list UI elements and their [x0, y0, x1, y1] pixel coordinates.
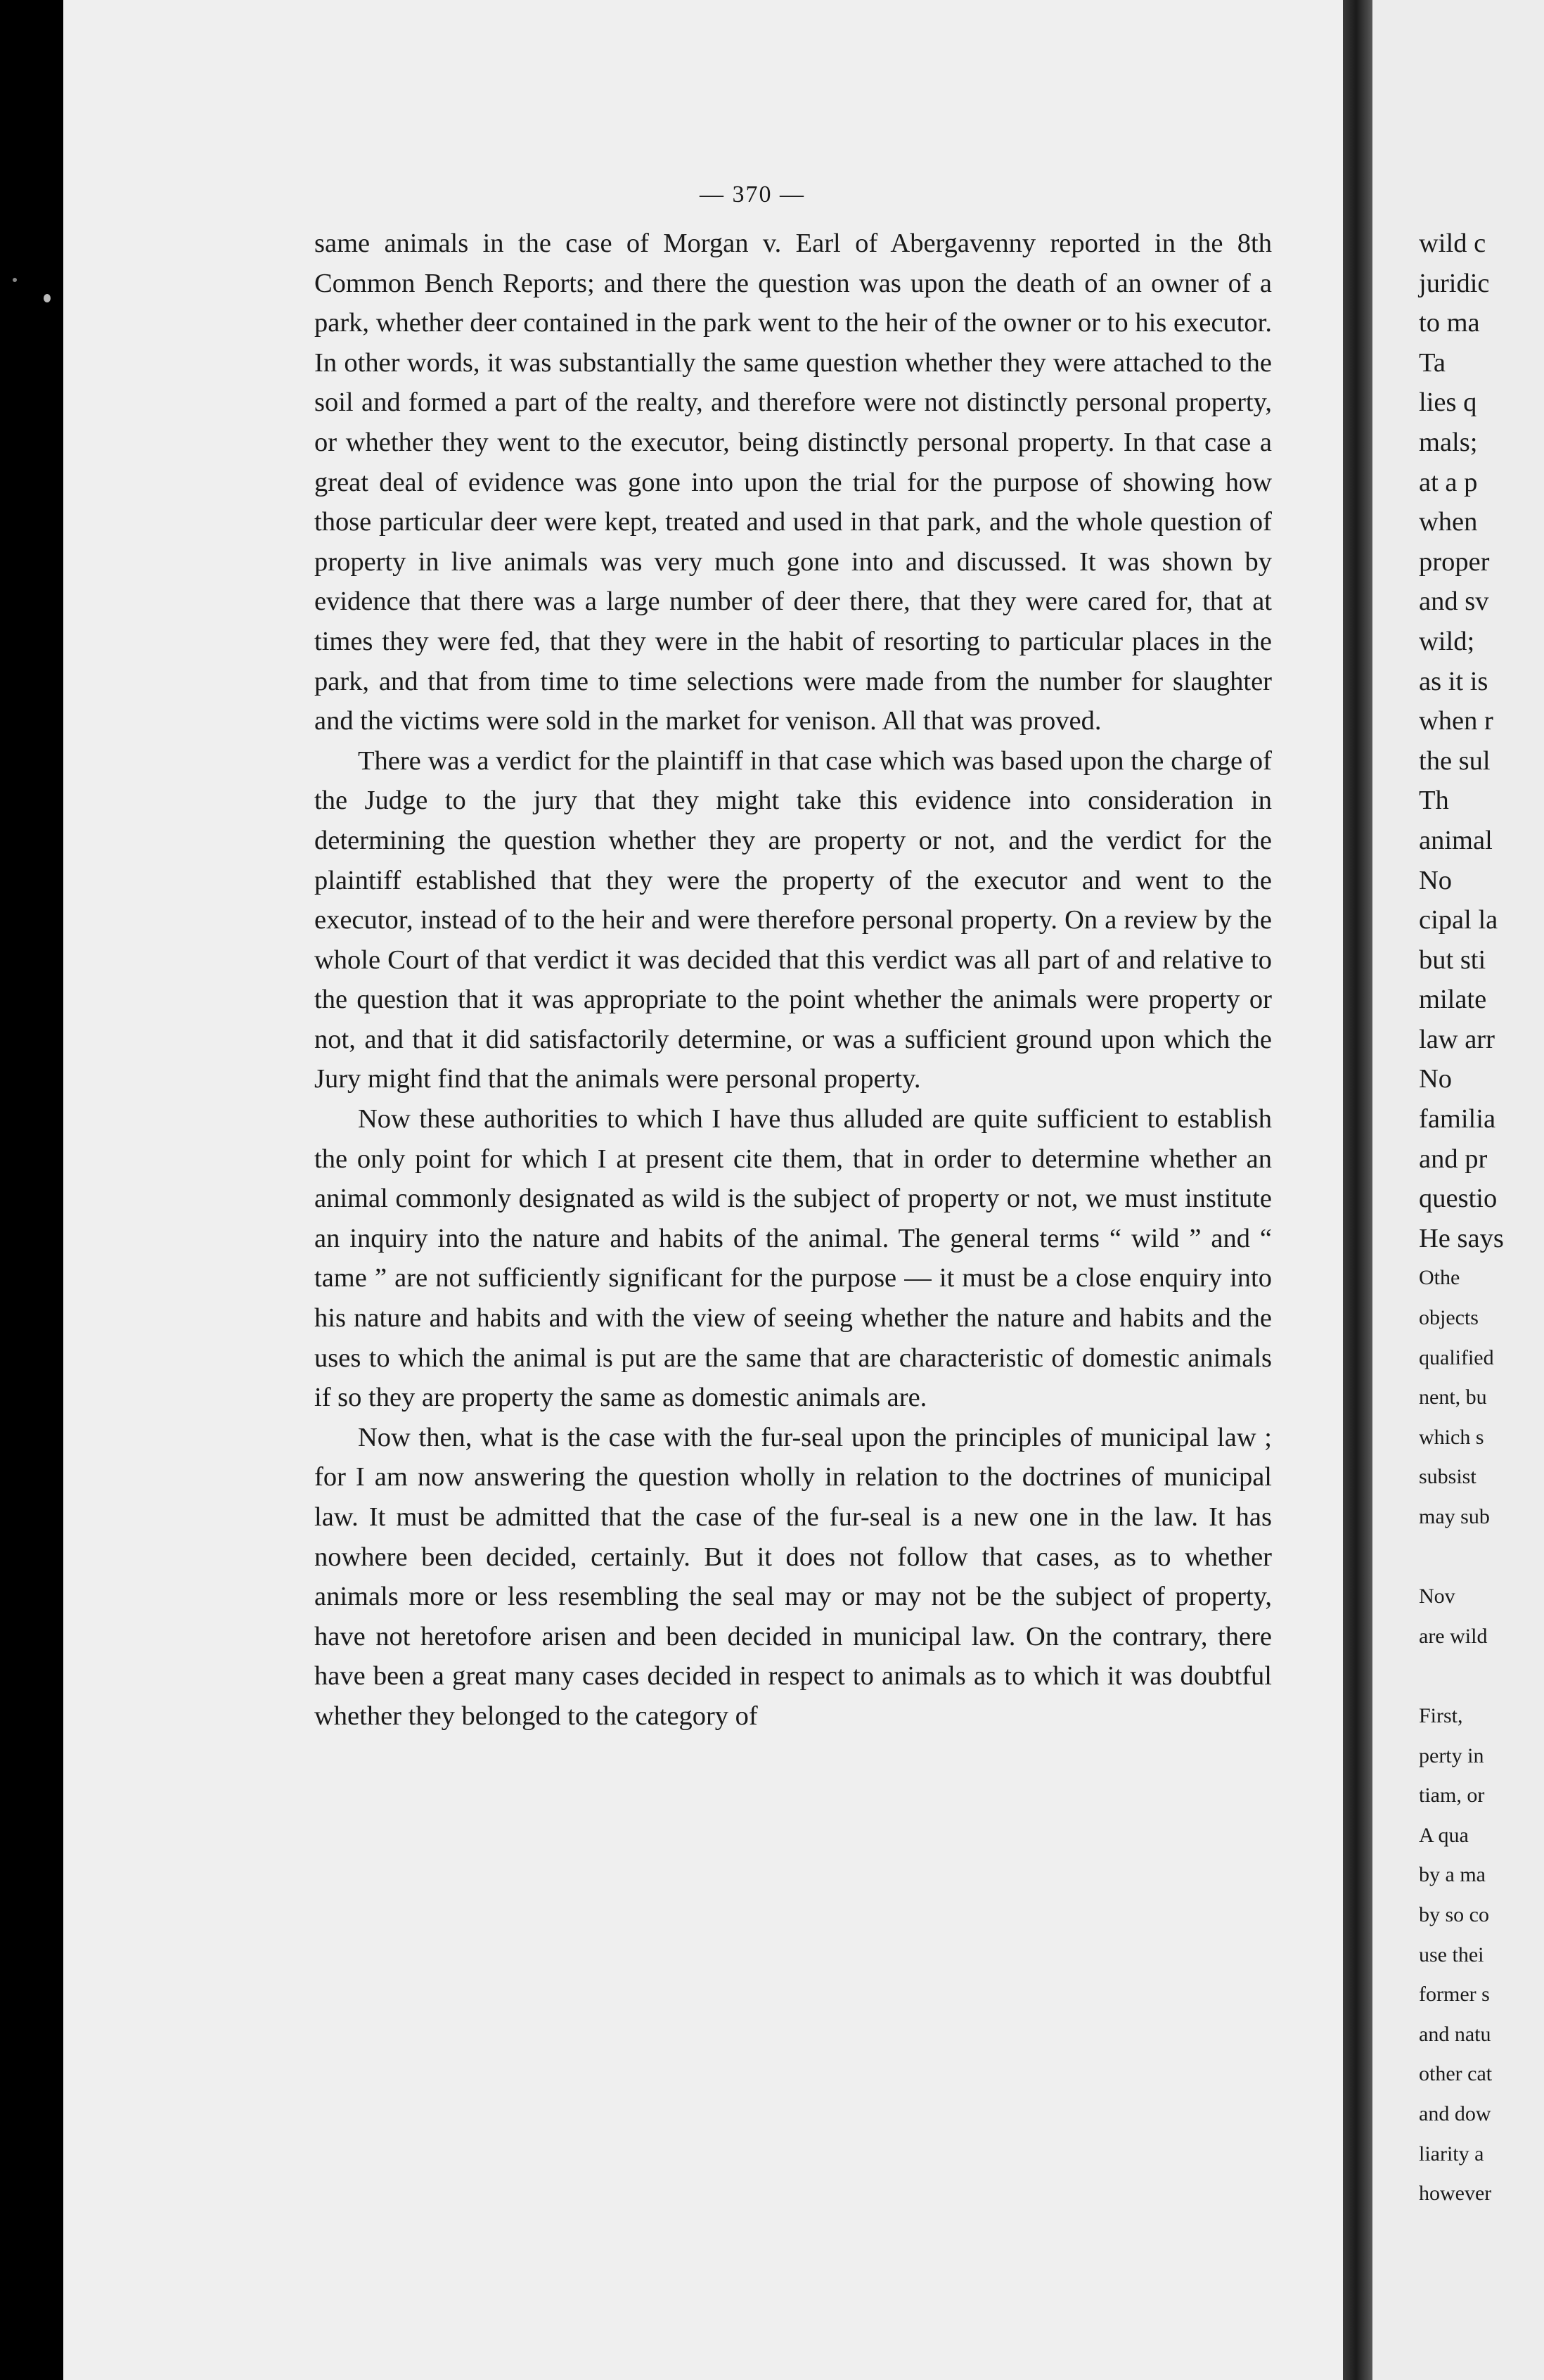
facing-page: [1372, 0, 1544, 2380]
scan-speck: [13, 278, 17, 282]
facing-page-line: when r: [1419, 706, 1493, 736]
facing-page-line: [1419, 1656, 1544, 1696]
paragraph-3: Now these authorities to which I have thus alluded are quite sufficient to establish the only point for which I at present cite them, that in order to determine whether an animal commonly designated as wild is the subject of property or not, we must institute an inquiry into the nature and habits of the animal. The general terms “ wild ” and “ tame ” are not sufficiently significant for the purpose — it must be a close enquiry into his nature and habits and with the view of seeing whether the nature and habits and the uses to which the animal is put are the same that are characteristic of domestic animals if so they are property the same as domestic animals are.: [314, 1104, 1272, 1413]
facing-page-line: and pr: [1419, 1144, 1488, 1174]
facing-page-line: by so co: [1419, 1902, 1489, 1926]
facing-page-line: other cat: [1419, 2062, 1493, 2086]
facing-page-line: questio: [1419, 1184, 1498, 1214]
body-text: [314, 224, 1272, 1736]
facing-page-line: subsist: [1419, 1465, 1477, 1489]
facing-page-line: lies q: [1419, 388, 1477, 418]
facing-page-line: qualified: [1419, 1345, 1494, 1369]
facing-page-line: Nov: [1419, 1585, 1455, 1608]
facing-page-line: No: [1419, 1064, 1453, 1094]
facing-page-line: mals;: [1419, 427, 1478, 457]
facing-page-line: Th: [1419, 786, 1449, 816]
facing-page-line: Ta: [1419, 347, 1446, 378]
facing-page-line: milate: [1419, 985, 1487, 1015]
paragraph-4: Now then, what is the case with the fur-seal upon the principles of municipal law ; for I am now answering the question wholly in relation to the doctrines of municipal law. It must be admitted that the case of the fur-seal is a new one in the law. It has nowhere been decided, certainly. But it does not follow that cases, as to whether animals more or less resembling the seal may or may not be the subject of property, have not heretofore arisen and been decided in municipal law. On the contrary, there have been a great many cases decided in respect to animals as to which it was doubtful whether they belonged to the category of: [314, 1422, 1272, 1731]
facing-page-line: and sv: [1419, 587, 1489, 617]
facing-page-line: Othe: [1419, 1266, 1460, 1290]
facing-page-line: He says: [1419, 1223, 1504, 1253]
facing-page-line: law arr: [1419, 1024, 1495, 1054]
paragraph-1: same animals in the case of Morgan v. Earl of Abergavenny reported in the 8th Common Bench Reports; and there the question was upon the death of an owner of a park, whether deer contained in the park went to the heir of the owner or to his executor. In other words, it was substantially the same question whether they were attached to the soil and formed a part of the realty, and therefore were not distinctly personal property, or whether they went to the executor, being distinctly personal property. In that case a great deal of evidence was gone into upon the trial for the purpose of showing how those particular deer were kept, treated and used in that park, and the whole question of property in live animals was very much gone into and discussed. It was shown by evidence that there was a large number of deer there, that they were cared for, that at times they were fed, that they were in the habit of resorting to particular places in the park, and that from time to time selections were made from the number for slaughter and the victims were sold in the market for venison. All that was proved.: [314, 229, 1272, 736]
facing-page-text: [1419, 224, 1544, 2214]
scan-speck: [44, 294, 51, 302]
facing-page-line: are wild: [1419, 1624, 1488, 1648]
facing-page-line: may sub: [1419, 1505, 1490, 1528]
facing-page-line: use thei: [1419, 1943, 1484, 1966]
facing-page-line: when: [1419, 507, 1478, 537]
facing-page-line: cipal la: [1419, 905, 1498, 935]
facing-page-line: A qua: [1419, 1823, 1469, 1847]
facing-page-line: juridic: [1419, 268, 1490, 298]
facing-page-line: however: [1419, 2182, 1492, 2206]
facing-page-line: perty in: [1419, 1744, 1484, 1767]
facing-page-line: animal: [1419, 825, 1493, 855]
facing-page-line: nent, bu: [1419, 1386, 1487, 1409]
facing-page-line: at a p: [1419, 467, 1478, 497]
facing-page-line: to ma: [1419, 308, 1480, 338]
facing-page-line: First,: [1419, 1703, 1463, 1727]
facing-page-line: as it is: [1419, 666, 1488, 696]
facing-page-line: by a ma: [1419, 1863, 1486, 1887]
facing-page-line: No: [1419, 865, 1453, 895]
facing-page-line: and natu: [1419, 2022, 1491, 2046]
facing-page-line: proper: [1419, 546, 1490, 577]
facing-page-line: but sti: [1419, 945, 1486, 975]
facing-page-line: former s: [1419, 1983, 1490, 2007]
paragraph-2: There was a verdict for the plaintiff in that case which was based upon the charge of the Judge to the jury that they might take this evidence into consideration in determining the question whether they are property or not, and the verdict for the plaintiff established that they were the property of the executor and went to the executor, instead of to the heir and were therefore personal property. On a review by the whole Court of that verdict it was decided that this verdict was all part of and relative to the question that it was appropriate to the point whether the animals were property or not, and that it did satisfactorily determine, or was a sufficient ground upon which the Jury might find that the animals were personal property.: [314, 746, 1272, 1094]
facing-page-line: wild;: [1419, 626, 1475, 656]
facing-page-line: familia: [1419, 1104, 1496, 1134]
facing-page-line: objects: [1419, 1306, 1479, 1330]
facing-page-line: [1419, 1537, 1544, 1578]
facing-page-line: the sul: [1419, 746, 1491, 776]
book-fold-shadow: [1343, 0, 1372, 2380]
facing-page-line: and dow: [1419, 2101, 1491, 2125]
page-number: — 370 —: [700, 181, 805, 207]
facing-page-line: liarity a: [1419, 2142, 1484, 2165]
facing-page-line: tiam, or: [1419, 1784, 1485, 1808]
facing-page-line: wild c: [1419, 229, 1486, 258]
facing-page-line: which s: [1419, 1425, 1484, 1449]
